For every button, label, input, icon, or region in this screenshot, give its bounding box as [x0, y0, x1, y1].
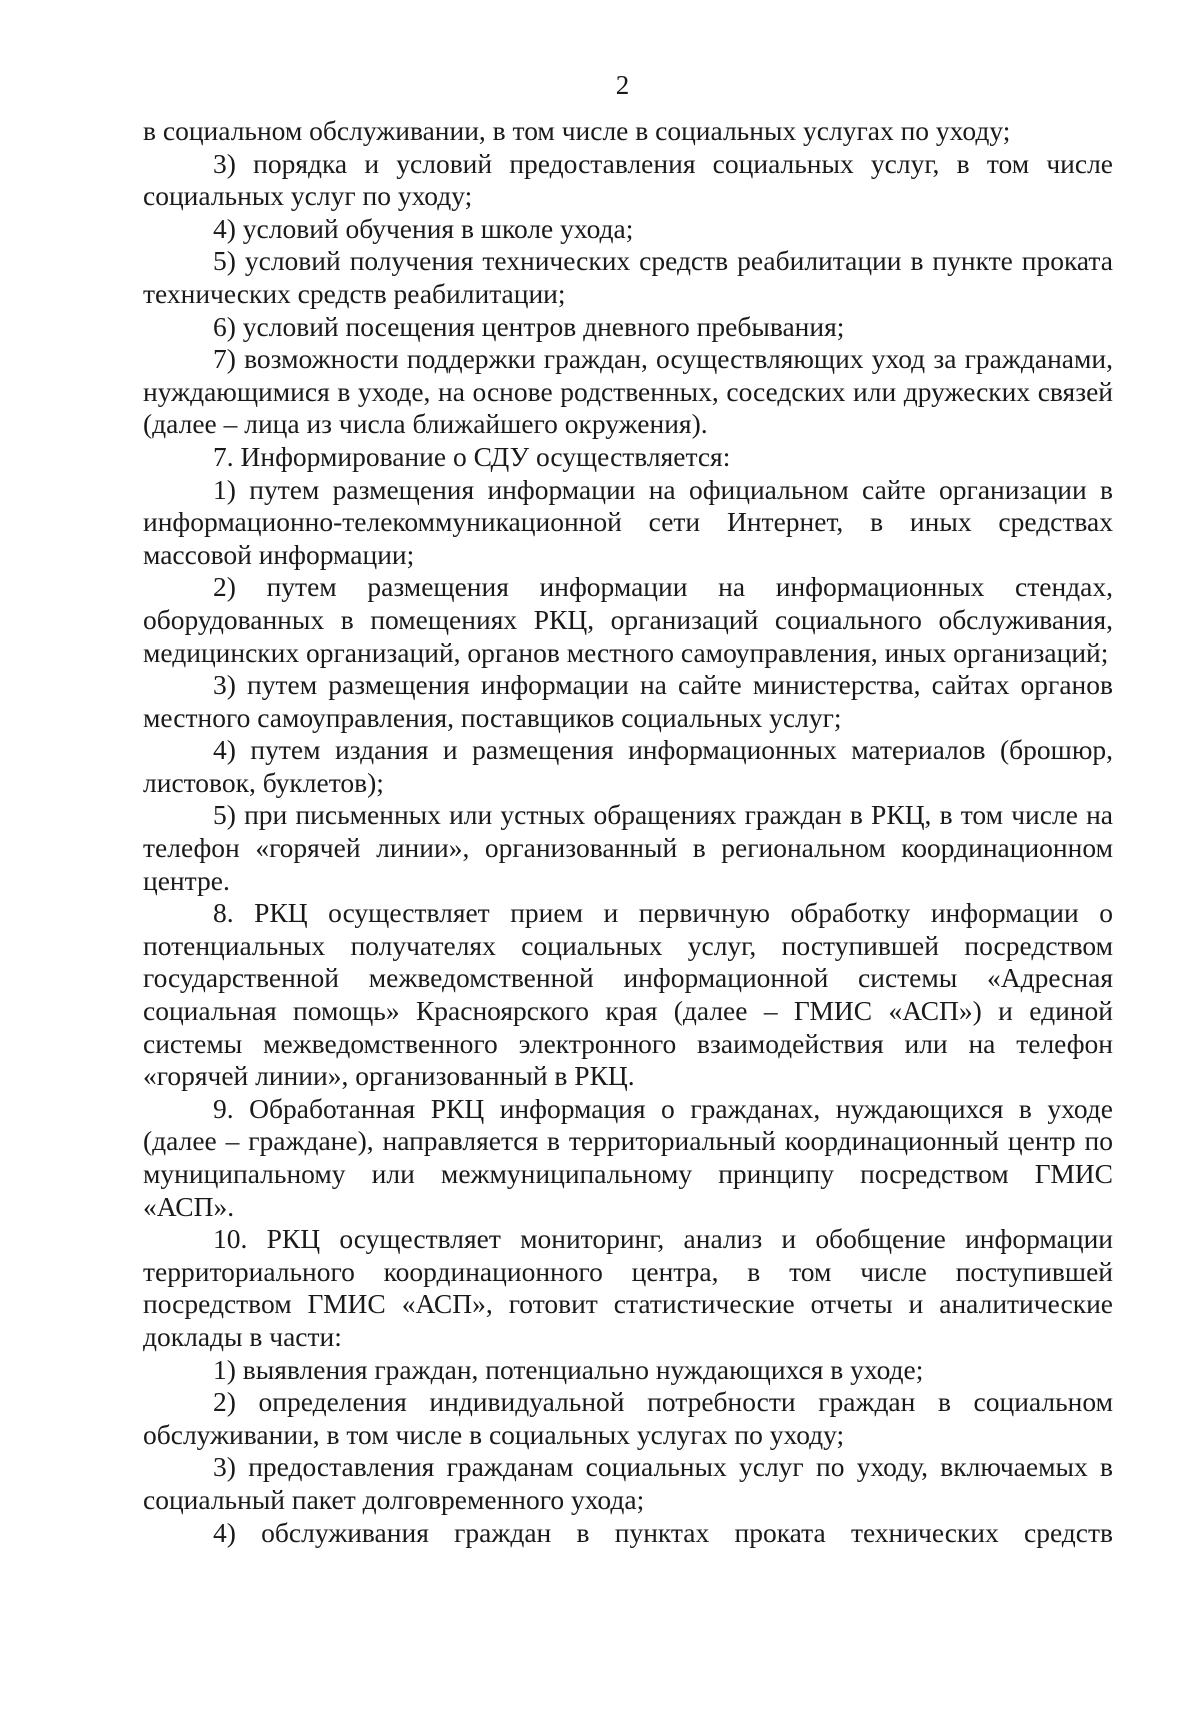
paragraph: 1) путем размещения информации на официальном сайте организации в информационно-телекоммуникационной сети Интернет, в иных средствах массовой информации;	[143, 473, 1113, 570]
paragraph: 2) определения индивидуальной потребности граждан в социальном обслуживании, в том числе в социальных услугах по уходу;	[143, 1386, 1113, 1450]
paragraph: 10. РКЦ осуществляет мониторинг, анализ и обобщение информации территориального координационного центра, в том числе поступившей посредством ГМИС «АСП», готовит статистические отчеты и аналитические доклады в части:	[143, 1223, 1113, 1352]
paragraph: 5) условий получения технических средств реабилитации в пункте проката технических средств реабилитации;	[143, 245, 1113, 309]
page-number: 2	[615, 70, 630, 100]
paragraph: 3) путем размещения информации на сайте министерства, сайтах органов местного самоуправления, поставщиков социальных услуг;	[143, 669, 1113, 733]
paragraph: 2) путем размещения информации на информационных стендах, оборудованных в помещениях РКЦ, организаций социального обслуживания, медицинских организаций, органов местного самоуправления, иных организаций;	[143, 571, 1113, 668]
paragraph: 7. Информирование о СДУ осуществляется:	[213, 440, 731, 472]
paragraph: 4) условий обучения в школе ухода;	[213, 212, 634, 244]
paragraph: в социальном обслуживании, в том числе в социальных услугах по уходу;	[143, 115, 1011, 146]
paragraph: 1) выявления граждан, потенциально нуждающихся в уходе;	[213, 1353, 924, 1385]
document-body	[143, 115, 1113, 1549]
paragraph: 7) возможности поддержки граждан, осуществляющих уход за гражданами, нуждающимися в уходе, на основе родственных, соседских или дружеских связей (далее – лица из числа ближайшего окружения).	[143, 343, 1113, 440]
paragraph: 4) обслуживания граждан в пунктах проката технических средств	[213, 1516, 1113, 1548]
paragraph: 9. Обработанная РКЦ информация о гражданах, нуждающихся в уходе (далее – граждане), направляется в территориальный координационный центр по муниципальному или межмуниципальному принципу посредством ГМИС «АСП».	[143, 1092, 1113, 1222]
paragraph: 8. РКЦ осуществляет прием и первичную обработку информации о потенциальных получателях социальных услуг, поступившей посредством государственной межведомственной информационной системы «Адресная социальная помощь» Красноярского края (далее – ГМИС «АСП») и единой системы межведомственного электронного взаимодействия или на телефон «горячей линии», организованный в РКЦ.	[143, 897, 1113, 1092]
paragraph: 6) условий посещения центров дневного пребывания;	[213, 310, 845, 342]
paragraph: 4) путем издания и размещения информационных материалов (брошюр, листовок, буклетов);	[143, 734, 1113, 798]
paragraph: 5) при письменных или устных обращениях граждан в РКЦ, в том числе на телефон «горячей линии», организованный в региональном координационном центре.	[143, 799, 1113, 896]
paragraph: 3) порядка и условий предоставления социальных услуг, в том числе социальных услуг по уходу;	[143, 147, 1113, 212]
paragraph: 3) предоставления гражданам социальных услуг по уходу, включаемых в социальный пакет долговременного ухода;	[143, 1451, 1113, 1515]
